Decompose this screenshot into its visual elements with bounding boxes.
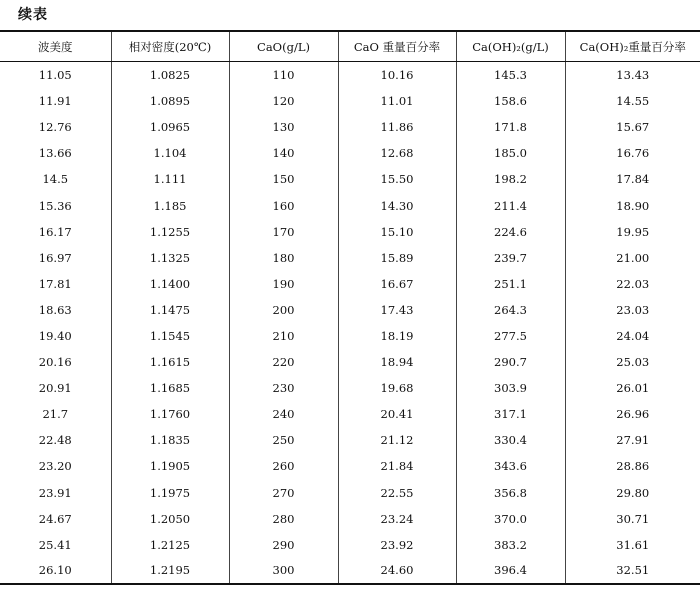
cell-cao-gl: 140	[229, 140, 338, 166]
cell-relative-density: 1.2125	[111, 532, 229, 558]
cell-caoh2-weight-percent: 26.01	[565, 375, 700, 401]
cell-caoh2-weight-percent: 24.04	[565, 323, 700, 349]
cell-caoh2-gl: 264.3	[456, 297, 565, 323]
cell-baume: 20.16	[38, 355, 72, 370]
cell-caoh2-gl: 198.2	[456, 166, 565, 192]
cell-cao-gl: 270	[229, 480, 338, 506]
cell-cao-gl: 280	[229, 506, 338, 532]
cell-cao-weight-percent: 17.43	[338, 297, 456, 323]
cell-caoh2-gl: 158.6	[456, 88, 565, 114]
cell-baume: 12.76	[38, 120, 72, 135]
cell-caoh2-gl: 356.8	[456, 480, 565, 506]
cell-cao-weight-percent: 16.67	[338, 271, 456, 297]
table-row	[0, 349, 700, 375]
cell-caoh2-weight-percent: 19.95	[565, 219, 700, 245]
table-row	[0, 401, 700, 427]
cell-cao-gl: 160	[229, 192, 338, 218]
cell-relative-density: 1.2050	[111, 506, 229, 532]
cell-caoh2-weight-percent: 29.80	[565, 480, 700, 506]
table-row	[0, 506, 700, 532]
cell-relative-density: 1.1975	[111, 480, 229, 506]
cell-baume: 23.91	[38, 485, 72, 500]
cell-caoh2-gl: 171.8	[456, 114, 565, 140]
table-row	[0, 427, 700, 453]
cell-cao-weight-percent: 18.19	[338, 323, 456, 349]
table-row	[0, 558, 700, 584]
cell-baume: 21.7	[42, 407, 69, 422]
cell-baume: 11.91	[38, 94, 72, 109]
cell-caoh2-gl: 330.4	[456, 427, 565, 453]
cell-relative-density: 1.1255	[111, 219, 229, 245]
table-row	[0, 375, 700, 401]
cell-caoh2-weight-percent: 25.03	[565, 349, 700, 375]
cell-relative-density: 1.1835	[111, 427, 229, 453]
cell-caoh2-gl: 383.2	[456, 532, 565, 558]
cell-baume: 20.91	[38, 381, 72, 396]
cell-caoh2-weight-percent: 23.03	[565, 297, 700, 323]
table-row	[0, 140, 700, 166]
cell-cao-weight-percent: 24.60	[338, 558, 456, 584]
cell-cao-weight-percent: 23.92	[338, 532, 456, 558]
table-row	[0, 62, 700, 89]
cell-baume: 19.40	[38, 328, 72, 343]
cell-relative-density: 1.0965	[111, 114, 229, 140]
cell-relative-density: 1.1905	[111, 453, 229, 479]
cell-relative-density: 1.1760	[111, 401, 229, 427]
cell-caoh2-weight-percent: 15.67	[565, 114, 700, 140]
cell-caoh2-weight-percent: 16.76	[565, 140, 700, 166]
cell-baume: 25.41	[38, 537, 72, 552]
table-row	[0, 192, 700, 218]
cell-caoh2-weight-percent: 30.71	[565, 506, 700, 532]
cell-baume: 23.20	[38, 459, 72, 474]
cell-cao-gl: 200	[229, 297, 338, 323]
table-row	[0, 271, 700, 297]
cell-cao-gl: 260	[229, 453, 338, 479]
cell-cao-gl: 240	[229, 401, 338, 427]
cell-caoh2-gl: 396.4	[456, 558, 565, 584]
cell-baume: 16.97	[38, 250, 72, 265]
cell-relative-density: 1.1685	[111, 375, 229, 401]
table-row	[0, 219, 700, 245]
cell-caoh2-gl: 370.0	[456, 506, 565, 532]
cell-cao-weight-percent: 11.01	[338, 88, 456, 114]
cell-cao-weight-percent: 23.24	[338, 506, 456, 532]
header-row	[0, 31, 700, 62]
header-baume: 波美度	[0, 31, 111, 62]
cell-cao-gl: 290	[229, 532, 338, 558]
cell-relative-density: 1.0895	[111, 88, 229, 114]
cell-cao-gl: 130	[229, 114, 338, 140]
cell-cao-weight-percent: 21.12	[338, 427, 456, 453]
data-table	[0, 30, 700, 585]
header-caoh2-weight-percent: Ca(OH)₂重量百分率	[565, 31, 700, 62]
cell-caoh2-gl: 303.9	[456, 375, 565, 401]
header-caoh2-gl: Ca(OH)₂(g/L)	[456, 31, 565, 62]
cell-caoh2-gl: 317.1	[456, 401, 565, 427]
cell-cao-weight-percent: 10.16	[338, 62, 456, 89]
cell-caoh2-gl: 251.1	[456, 271, 565, 297]
cell-baume: 26.10	[0, 558, 111, 584]
cell-baume: 24.67	[38, 511, 72, 526]
cell-caoh2-gl: 211.4	[456, 192, 565, 218]
cell-cao-gl: 300	[229, 558, 338, 584]
cell-cao-gl: 190	[229, 271, 338, 297]
cell-baume: 22.48	[38, 433, 72, 448]
cell-cao-gl: 220	[229, 349, 338, 375]
table-row	[0, 166, 700, 192]
cell-caoh2-weight-percent: 31.61	[565, 532, 700, 558]
cell-relative-density: 1.1475	[111, 297, 229, 323]
table-row	[0, 453, 700, 479]
cell-caoh2-gl: 145.3	[456, 62, 565, 89]
cell-cao-gl: 180	[229, 245, 338, 271]
cell-cao-gl: 150	[229, 166, 338, 192]
cell-cao-weight-percent: 19.68	[338, 375, 456, 401]
cell-cao-weight-percent: 15.10	[338, 219, 456, 245]
cell-cao-gl: 120	[229, 88, 338, 114]
cell-caoh2-weight-percent: 32.51	[565, 558, 700, 584]
cell-caoh2-weight-percent: 13.43	[565, 62, 700, 89]
cell-caoh2-weight-percent: 26.96	[565, 401, 700, 427]
cell-relative-density: 1.104	[111, 140, 229, 166]
cell-caoh2-weight-percent: 22.03	[565, 271, 700, 297]
cell-relative-density: 1.0825	[111, 62, 229, 89]
cell-caoh2-gl: 290.7	[456, 349, 565, 375]
table-caption: 续表	[18, 7, 48, 23]
cell-caoh2-gl: 224.6	[456, 219, 565, 245]
table-row	[0, 480, 700, 506]
cell-caoh2-gl: 239.7	[456, 245, 565, 271]
cell-cao-gl: 170	[229, 219, 338, 245]
table-body	[0, 62, 700, 584]
cell-baume: 15.36	[38, 198, 72, 213]
table-row	[0, 323, 700, 349]
cell-cao-weight-percent: 14.30	[338, 192, 456, 218]
cell-baume: 14.5	[42, 172, 69, 187]
cell-relative-density: 1.111	[111, 166, 229, 192]
cell-relative-density: 1.1615	[111, 349, 229, 375]
cell-cao-weight-percent: 20.41	[338, 401, 456, 427]
cell-caoh2-gl: 343.6	[456, 453, 565, 479]
cell-caoh2-gl: 277.5	[456, 323, 565, 349]
cell-cao-weight-percent: 22.55	[338, 480, 456, 506]
cell-caoh2-weight-percent: 18.90	[565, 192, 700, 218]
cell-cao-weight-percent: 15.89	[338, 245, 456, 271]
cell-caoh2-gl: 185.0	[456, 140, 565, 166]
cell-caoh2-weight-percent: 27.91	[565, 427, 700, 453]
header-cao-weight-percent: CaO 重量百分率	[338, 31, 456, 62]
header-relative-density: 相对密度(20℃)	[111, 31, 229, 62]
cell-cao-gl: 250	[229, 427, 338, 453]
table-row	[0, 88, 700, 114]
table-row	[0, 245, 700, 271]
cell-cao-gl: 230	[229, 375, 338, 401]
table-header	[0, 31, 700, 62]
cell-baume: 11.05	[38, 68, 72, 83]
cell-cao-weight-percent: 12.68	[338, 140, 456, 166]
cell-baume: 17.81	[38, 276, 72, 291]
cell-baume: 16.17	[38, 224, 72, 239]
cell-baume: 18.63	[38, 302, 72, 317]
cell-cao-gl: 110	[229, 62, 338, 89]
cell-relative-density: 1.1545	[111, 323, 229, 349]
cell-cao-weight-percent: 15.50	[338, 166, 456, 192]
cell-cao-gl: 210	[229, 323, 338, 349]
cell-caoh2-weight-percent: 28.86	[565, 453, 700, 479]
cell-relative-density: 1.1325	[111, 245, 229, 271]
cell-relative-density: 1.1400	[111, 271, 229, 297]
cell-baume: 13.66	[38, 146, 72, 161]
header-cao-gl: CaO(g/L)	[229, 31, 338, 62]
cell-caoh2-weight-percent: 21.00	[565, 245, 700, 271]
cell-cao-weight-percent: 11.86	[338, 114, 456, 140]
cell-cao-weight-percent: 18.94	[338, 349, 456, 375]
cell-caoh2-weight-percent: 14.55	[565, 88, 700, 114]
table-row	[0, 114, 700, 140]
cell-relative-density: 1.185	[111, 192, 229, 218]
cell-caoh2-weight-percent: 17.84	[565, 166, 700, 192]
table-row	[0, 297, 700, 323]
table-row	[0, 532, 700, 558]
cell-cao-weight-percent: 21.84	[338, 453, 456, 479]
cell-relative-density: 1.2195	[111, 558, 229, 584]
